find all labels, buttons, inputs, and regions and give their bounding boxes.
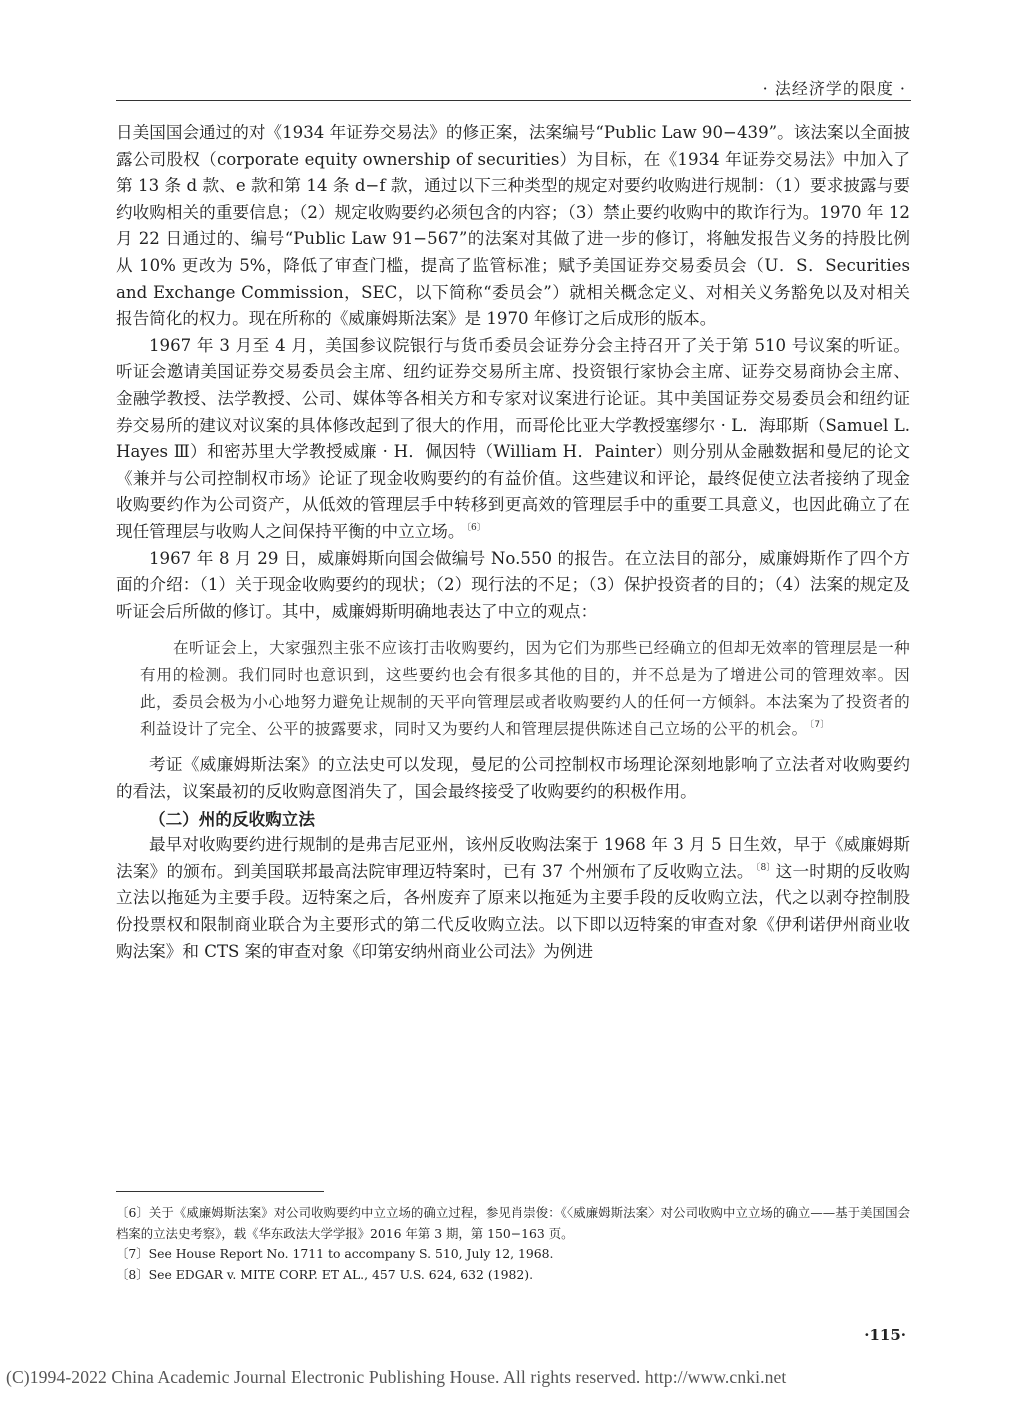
paragraph-state bbox=[116, 832, 910, 965]
copyright-watermark: (C)1994-2022 China Academic Journal Electronic Publishing House. All rights reserved. http://www.cnki.net bbox=[6, 1367, 787, 1387]
footnotes bbox=[116, 1203, 910, 1285]
paragraph-report: 1967 年 8 月 29 日，威廉姆斯向国会做编号 No.550 的报告。在立法目的部分，威廉姆斯作了四个方面的介绍：（1）关于现金收购要约的现状；（2）现行法的不足；（3）保护投资者的目的；（4）法案的规定及听证会后所做的修订。其中，威廉姆斯明确地表达了中立的观点： bbox=[116, 548, 910, 621]
paragraph-intro: 日美国国会通过的对《1934 年证券交易法》的修正案，法案编号“Public Law 90−439”。该法案以全面披露公司股权（corporate equity ownership of securities）为目标，在《1934 年证券交易法》中加入了第 13 条 d 款、e 款和第 14 条 d−f 款，通过以下三种类型的规定对要约收购进行规制：（1）要求披露与要约收购相关的重要信息；（2）规定收购要约必须包含的内容；（3）禁止要约收购中的欺诈行为。1970 年 12 月 22 日通过的、编号“Public Law 91−567”的法案对其做了进一步的修订，将触发报告义务的持股比例从 10% 更改为 5%，降低了审查门槛，提高了监管标准；赋予美国证券交易委员会（U．S．Securities and Exchange Commission，SEC，以下简称“委员会”）就相关概念定义、对相关义务豁免以及对相关报告简化的权力。现在所称的《威廉姆斯法案》是 1970 年修订之后成形的版本。 bbox=[116, 123, 910, 329]
footnote-ref-7[interactable]: 〔7〕 bbox=[809, 720, 830, 731]
footnote-rule bbox=[116, 1191, 324, 1192]
header-rule bbox=[116, 100, 911, 101]
footnote-7: 〔7〕See House Report No. 1711 to accompany S. 510, July 12, 1968. bbox=[116, 1246, 554, 1261]
section-heading: （二）州的反收购立法 bbox=[149, 808, 315, 829]
block-quote-text: 在听证会上，大家强烈主张不应该打击收购要约，因为它们为那些已经确立的但却无效率的管理层是一种有用的检测。我们同时也意识到，这些要约也会有很多其他的目的，并不总是为了增进公司的管理效率。因此，委员会极为小心地努力避免让规制的天平向管理层或者收购要约人的任何一方倾斜。本法案为了投资者的利益设计了完全、公平的披露要求，同时又为要约人和管理层提供陈述自己立场的公平的机会。 bbox=[140, 639, 910, 738]
paragraph-conclusion: 考证《威廉姆斯法案》的立法史可以发现，曼尼的公司控制权市场理论深刻地影响了立法者对收购要约的看法，议案最初的反收购意图消失了，国会最终接受了收购要约的积极作用。 bbox=[116, 755, 910, 802]
footnote-8: 〔8〕See EDGAR v. MITE CORP. ET AL., 457 U.S. 624, 632 (1982). bbox=[116, 1266, 534, 1282]
footnote-ref-8[interactable]: 〔8〕 bbox=[755, 863, 776, 874]
page-number: ·115· bbox=[864, 1326, 906, 1344]
paragraph-state-text-a: 最早对收购要约进行规制的是弗吉尼亚州，该州反收购法案于 1968 年 3 月 5 日生效，早于《威廉姆斯法案》的颁布。到美国联邦最高法院审理迈特案时，已有 37 个州颁布了反收购立法。 bbox=[116, 835, 910, 881]
body-text bbox=[116, 120, 910, 965]
paragraph-hearing bbox=[116, 333, 910, 546]
footnote-ref-6[interactable]: 〔6〕 bbox=[466, 523, 486, 534]
footnote-6: 〔6〕关于《威廉姆斯法案》对公司收购要约中立立场的确立过程，参见肖崇俊：《〈威廉姆斯法案〉对公司收购中立立场的确立——基于美国国会档案的立法史考察》，载《华东政法大学学报》2016 年第 3 期，第 150−163 页。 bbox=[116, 1205, 910, 1241]
block-quote bbox=[116, 635, 910, 742]
paragraph-hearing-text: 1967 年 3 月至 4 月，美国参议院银行与货币委员会证券分会主持召开了关于第 510 号议案的听证。听证会邀请美国证券交易委员会主席、纽约证券交易所主席、投资银行家协会主席、证券交易商协会主席、金融学教授、法学教授、公司、媒体等各相关方和专家对议案进行论证。其中美国证券交易委员会和纽约证券交易所的建议对议案的具体修改起到了很大的作用，而哥伦比亚大学教授塞缪尔 · L．海耶斯（Samuel L. Hayes Ⅲ）和密苏里大学教授威廉 · H．佩因特（William H．Painter）则分别从金融数据和曼尼的论文《兼并与公司控制权市场》论证了现金收购要约的有益价值。这些建议和评论，最终促使立法者接纳了现金收购要约作为公司资产，从低效的管理层手中转移到更高效的管理层手中的重要工具意义，也因此确立了在现任管理层与收购人之间保持平衡的中立立场。 bbox=[116, 335, 910, 541]
paragraph-state-text-b: 这一时期的反收购立法以拖延为主要手段。迈特案之后，各州废弃了原来以拖延为主要手段的反收购立法，代之以剥夺控制股份投票权和限制商业联合为主要形式的第二代反收购立法。以下即以迈特案的审查对象《伊利诺伊州商业收购法案》和 CTS 案的审查对象《印第安纳州商业公司法》为例进 bbox=[116, 861, 911, 961]
running-head: · 法经济学的限度 · bbox=[762, 79, 906, 98]
